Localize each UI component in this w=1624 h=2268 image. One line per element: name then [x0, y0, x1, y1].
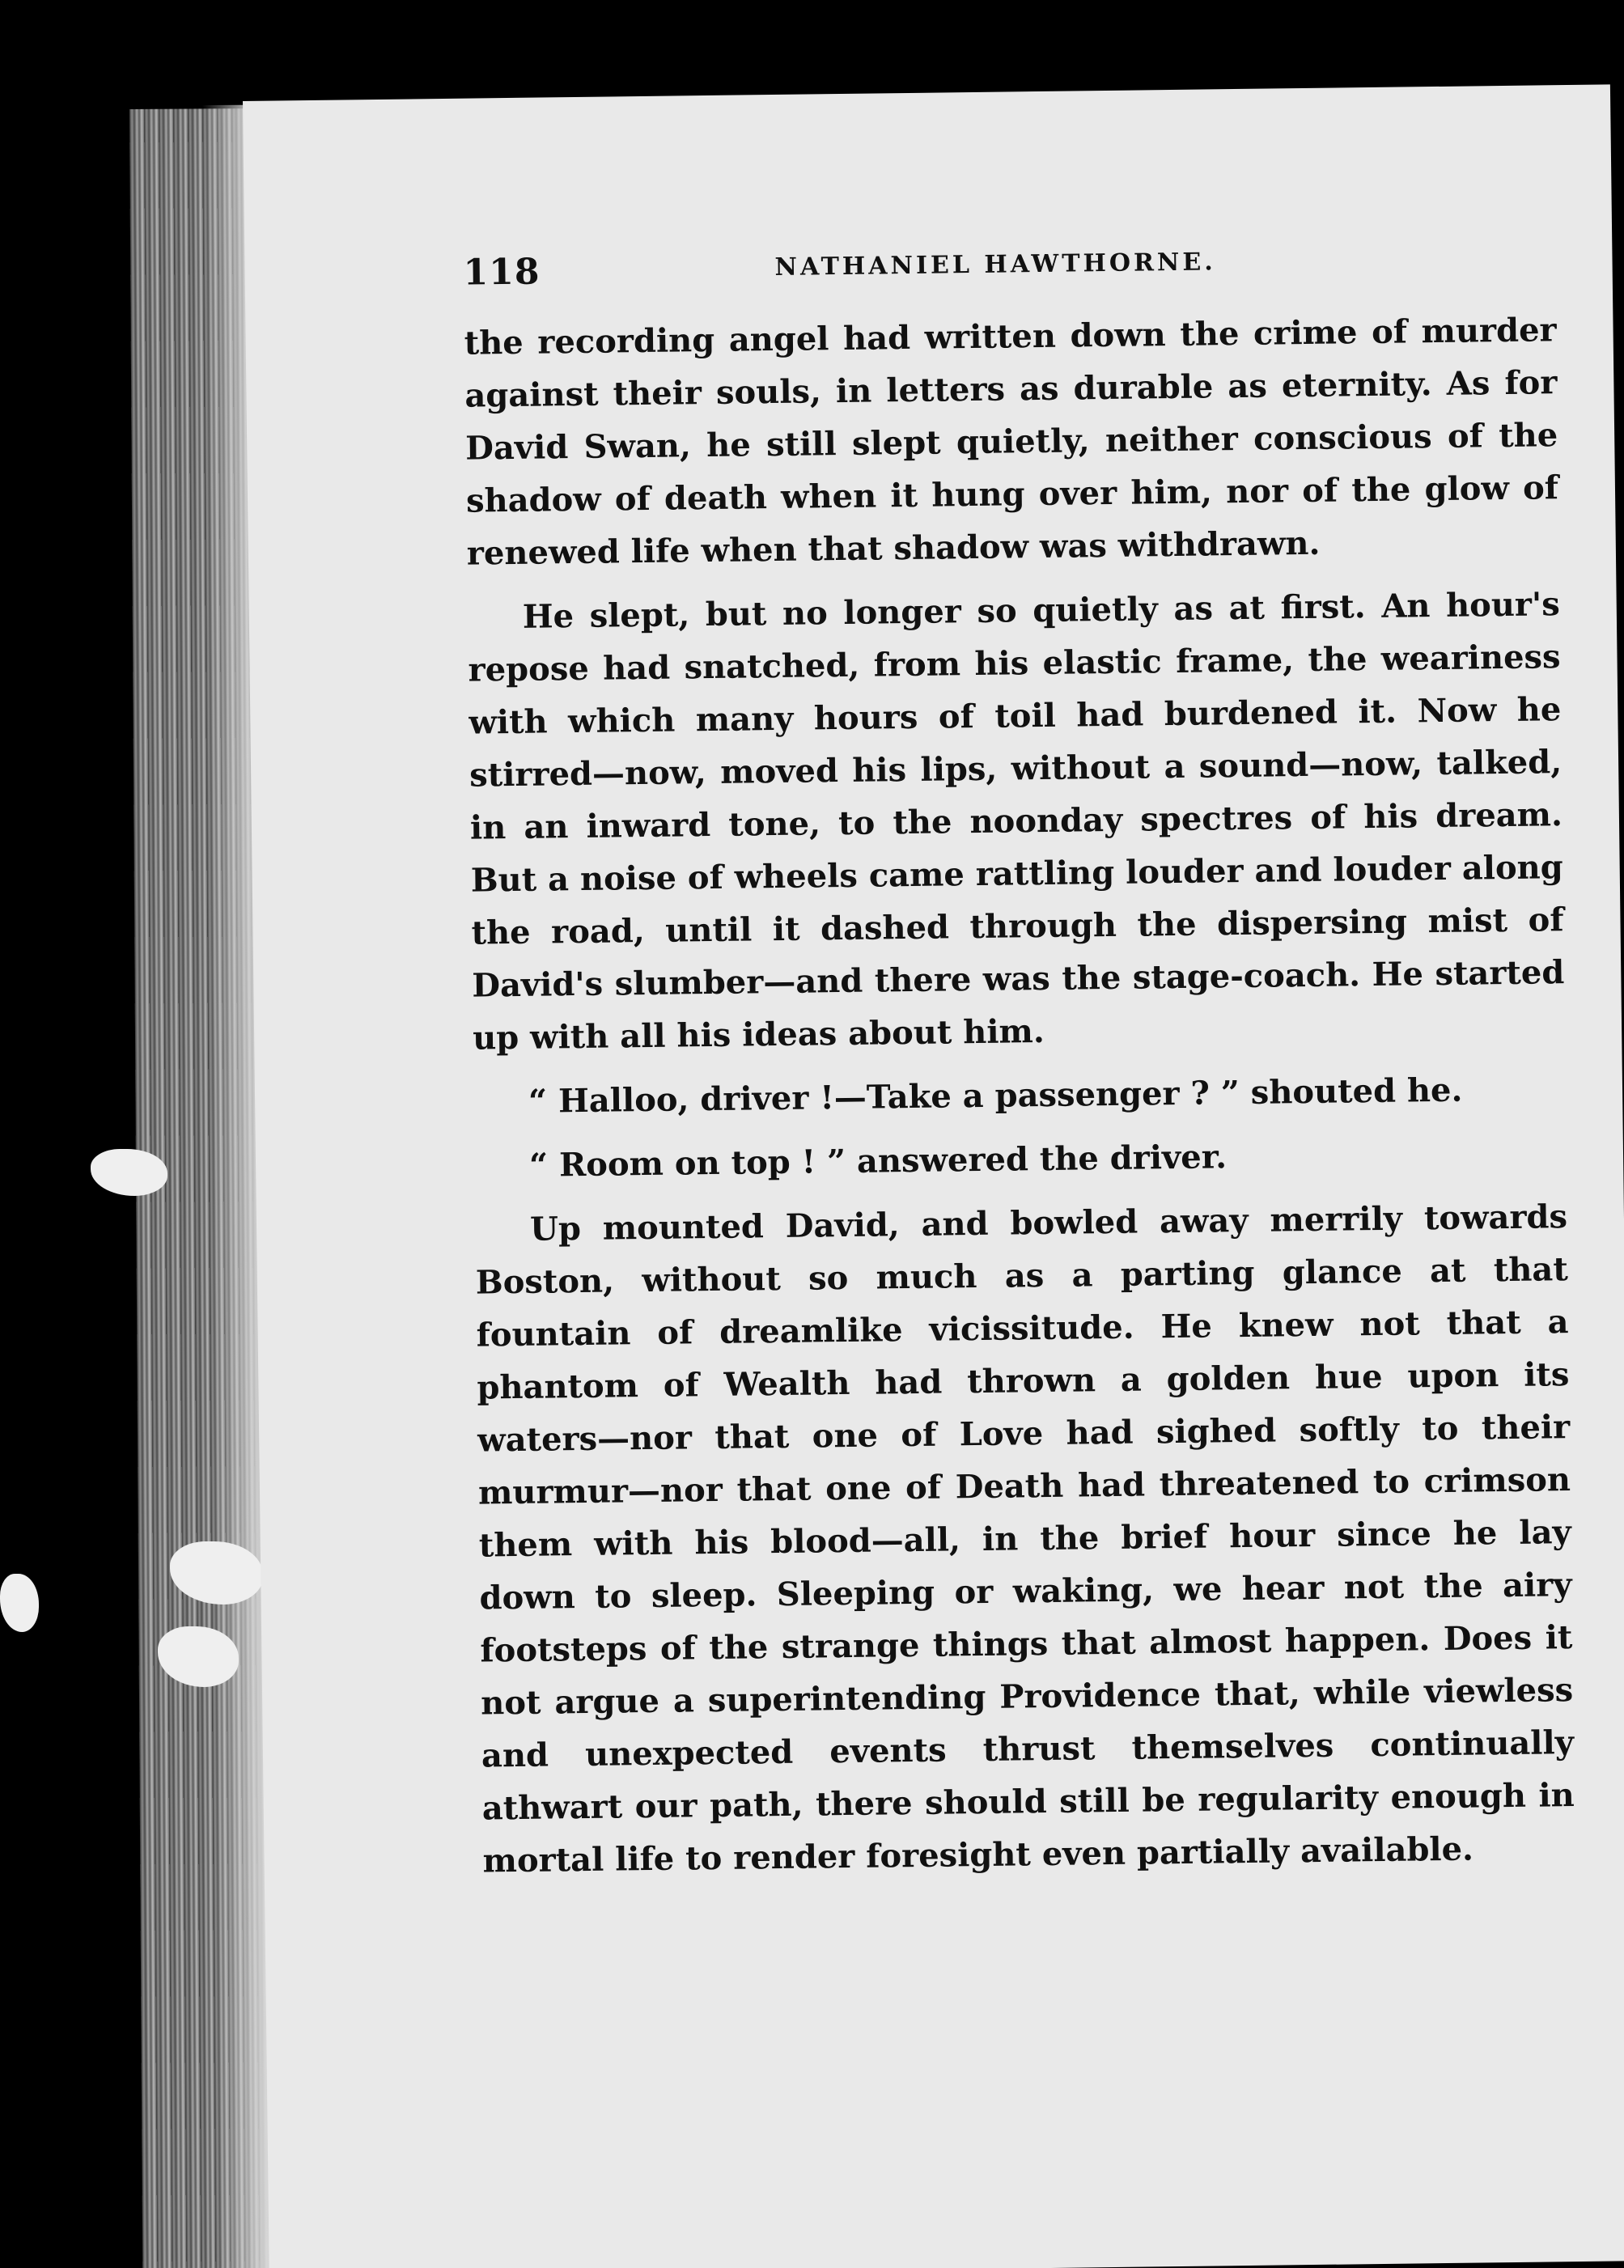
paragraph: Up mounted David, and bowled away merrily towards Boston, without so much as a parting glance at that fountain of dreamlike vicissitude. He knew not that a phantom of Wealth had thrown a golden hue upon its waters—nor that one of Love had sighed softly to their murmur—nor that one of Death had threatened to crimson them with his blood—all, in the brief hour since he lay down to sleep. Sleeping or waking, we hear not the airy footsteps of the strange things that almost happen. Does it not argue a superintending Providence that, while viewless and unexpected events thrust themselves continually athwart our path, there should still be regularity enough in mortal life to render foresight even partially available. — [475, 1198, 1575, 1880]
paragraph: the recording angel had written down the crime of murder against their souls, in letters as durable as eternity. As for David Swan, he still slept quietly, neither conscious of the shadow of death when it hung over him, nor of the glow of renewed life when that shadow was withdrawn. — [464, 311, 1559, 573]
book-page — [243, 84, 1624, 2268]
running-title: NATHANIEL HAWTHORNE. — [774, 248, 1216, 282]
dialogue-line: “ Halloo, driver !—Take a passenger ? ” shouted he. — [528, 1070, 1463, 1121]
body-text — [464, 303, 1575, 1887]
running-head — [463, 239, 1556, 316]
dialogue-line: “ Room on top ! ” answered the driver. — [528, 1138, 1228, 1185]
page-number: 118 — [463, 251, 541, 294]
paper-fleck — [91, 1149, 167, 1196]
paper-fleck — [0, 1574, 39, 1632]
paragraph: He slept, but no longer so quietly as at first. An hour's repose had snatched, from his elastic frame, the weariness with which many hours of toil had burdened it. Now he stirred—now, moved his lips, without a sound—now, talked, in an inward tone, to the noonday spectres of his dream. But a noise of wheels came rattling louder and louder along the road, until it dashed through the dispersing mist of David's slumber—and there was the stage-coach. He started up with all his ideas about him. — [468, 585, 1565, 1058]
page-content — [463, 239, 1575, 1887]
